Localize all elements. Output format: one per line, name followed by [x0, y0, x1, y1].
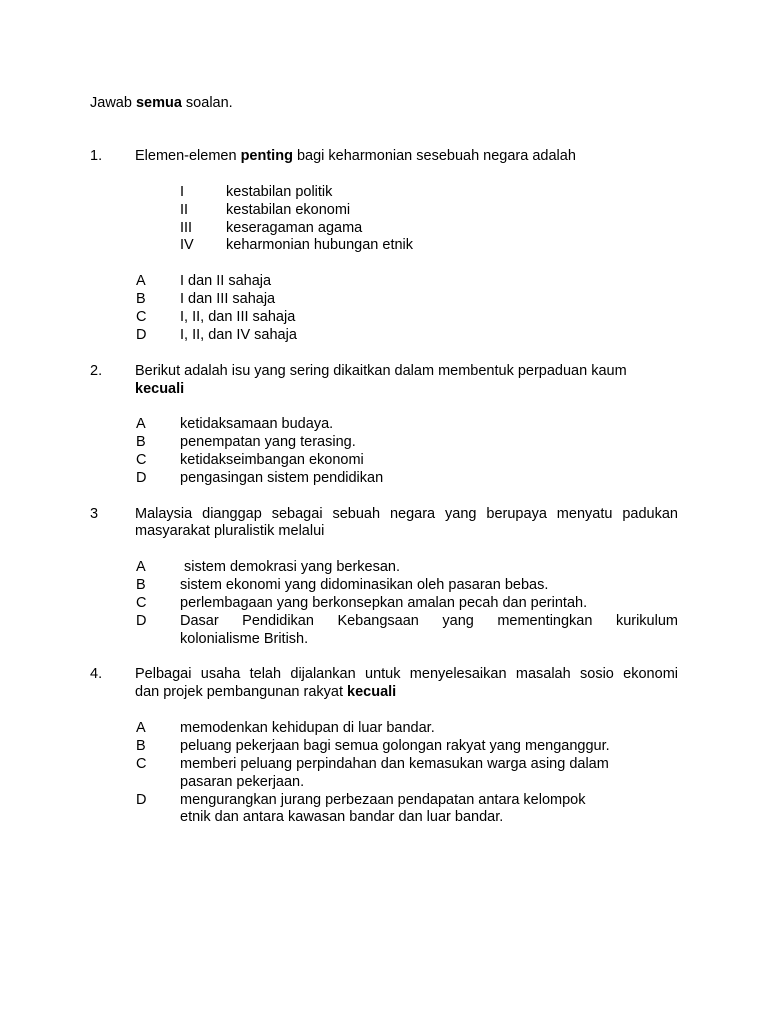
option-text: ketidakseimbangan ekonomi	[180, 452, 364, 468]
statement-item: keseragaman agama	[226, 220, 363, 236]
option-letter: D	[136, 470, 147, 486]
question-stem-line-2: dan projek pembangunan rakyat kecuali	[135, 684, 397, 700]
question-number: 2.	[90, 363, 103, 379]
statement-item: kestabilan politik	[226, 184, 333, 200]
option-letter: A	[136, 416, 146, 432]
question-number: 3	[90, 506, 99, 522]
option-letter: B	[136, 434, 146, 450]
option-letter: A	[136, 559, 146, 575]
option-letter: B	[136, 577, 146, 593]
option-letter: A	[136, 720, 146, 736]
roman-numeral: III	[180, 220, 193, 236]
question-stem: Elemen-elemen penting bagi keharmonian sesebuah negara adalah	[135, 148, 576, 164]
question-stem: Pelbagai usaha telah dijalankan untuk menyelesaikan masalah sosio ekonomi	[135, 666, 678, 682]
instruction: Jawab semua soalan.	[90, 95, 233, 111]
option-text: pengasingan sistem pendidikan	[180, 470, 384, 486]
question-number: 1.	[90, 148, 103, 164]
roman-numeral: II	[180, 202, 189, 218]
statement-item: kestabilan ekonomi	[226, 202, 351, 218]
question-number: 4.	[90, 666, 103, 682]
option-text: Dasar Pendidikan Kebangsaan yang mementingkan kurikulum	[180, 613, 678, 629]
roman-numeral: I	[180, 184, 185, 200]
option-letter: C	[136, 595, 147, 611]
question-stem: Berikut adalah isu yang sering dikaitkan dalam membentuk perpaduan kaum	[135, 363, 627, 379]
option-text-line-2: etnik dan antara kawasan bandar dan luar bandar.	[180, 809, 504, 825]
option-text: ketidaksamaan budaya.	[180, 416, 334, 432]
option-letter: B	[136, 738, 146, 754]
option-text: sistem ekonomi yang didominasikan oleh pasaran bebas.	[180, 577, 549, 593]
option-letter: C	[136, 756, 147, 772]
option-text: mengurangkan jurang perbezaan pendapatan antara kelompok	[180, 792, 586, 808]
option-letter: D	[136, 613, 147, 629]
statement-item: keharmonian hubungan etnik	[226, 237, 414, 253]
option-letter: D	[136, 792, 147, 808]
option-text: I, II, dan III sahaja	[180, 309, 296, 325]
option-letter: C	[136, 309, 147, 325]
option-letter: D	[136, 327, 147, 343]
option-text: perlembagaan yang berkonsepkan amalan pecah dan perintah.	[180, 595, 588, 611]
option-letter: C	[136, 452, 147, 468]
option-text: I dan III sahaja	[180, 291, 276, 307]
option-text: I, II, dan IV sahaja	[180, 327, 297, 343]
option-text: memberi peluang perpindahan dan kemasukan warga asing dalam	[180, 756, 609, 772]
option-text: memodenkan kehidupan di luar bandar.	[180, 720, 435, 736]
option-letter: A	[136, 273, 146, 289]
option-text-line-2: pasaran pekerjaan.	[180, 774, 305, 790]
question-stem-line-2: masyarakat pluralistik melalui	[135, 523, 325, 539]
option-text: penempatan yang terasing.	[180, 434, 356, 450]
option-text: peluang pekerjaan bagi semua golongan rakyat yang menganggur.	[180, 738, 610, 754]
question-stem: Malaysia dianggap sebagai sebuah negara yang berupaya menyatu padukan	[135, 506, 678, 522]
option-text: I dan II sahaja	[180, 273, 272, 289]
option-letter: B	[136, 291, 146, 307]
roman-numeral: IV	[180, 237, 194, 253]
option-text: sistem demokrasi yang berkesan.	[180, 559, 401, 575]
question-stem-emphasis: kecuali	[135, 381, 185, 397]
option-text-line-2: kolonialisme British.	[180, 631, 309, 647]
